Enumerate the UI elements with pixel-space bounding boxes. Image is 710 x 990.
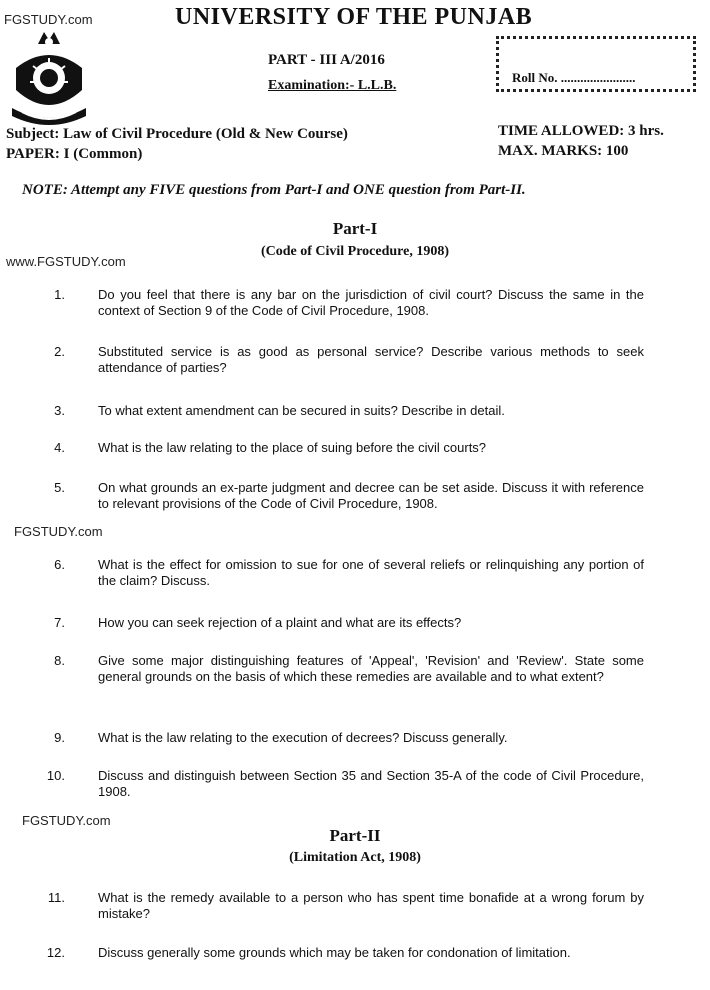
part-1-subtitle: (Code of Civil Procedure, 1908) [260, 244, 450, 259]
question-text: Discuss and distinguish between Section 35 and Section 35-A of the code of Civil Procedure, 1908. [98, 768, 644, 799]
paper-line: PAPER: I (Common) [6, 146, 143, 162]
watermark-mid-1: www.FGSTUDY.com [6, 254, 126, 269]
university-name: UNIVERSITY OF THE PUNJAB [175, 4, 533, 30]
question-number: 3. [54, 403, 65, 418]
question-number: 2. [54, 344, 65, 359]
part-line: PART - III A/2016 [268, 52, 385, 68]
question-text: Give some major distinguishing features of 'Appeal', 'Revision' and 'Review'. State some general grounds on the basis of which these remedies are available and to what extent? [98, 653, 644, 684]
question-number: 12. [46, 945, 65, 960]
question-text: What is the law relating to the execution of decrees? Discuss generally. [98, 730, 508, 745]
watermark-bottom: FGSTUDY.com [22, 813, 111, 828]
question-number: 1. [54, 287, 65, 302]
university-crest-icon [8, 28, 90, 126]
time-allowed: TIME ALLOWED: 3 hrs. [498, 123, 664, 139]
question-number: 9. [54, 730, 65, 745]
part-2-subtitle: (Limitation Act, 1908) [289, 850, 421, 865]
examination-line: Examination:- L.L.B. [268, 78, 397, 93]
question-number: 10. [46, 768, 65, 783]
question-number: 7. [54, 615, 65, 630]
question-text: To what extent amendment can be secured in suits? Describe in detail. [98, 403, 505, 418]
question-text: Discuss generally some grounds which may be taken for condonation of limitation. [98, 945, 571, 960]
instruction-note: NOTE: Attempt any FIVE questions from Part-I and ONE question from Part-II. [22, 182, 526, 198]
watermark-mid-2: FGSTUDY.com [14, 524, 103, 539]
watermark-top: FGSTUDY.com [4, 12, 93, 27]
question-number: 11. [47, 890, 65, 905]
question-text: What is the effect for omission to sue for one of several reliefs or relinquishing any portion of the claim? Discuss. [98, 557, 644, 588]
question-text: What is the remedy available to a person who has spent time bonafide at a wrong forum by mistake? [98, 890, 644, 921]
question-text: How you can seek rejection of a plaint and what are its effects? [98, 615, 462, 630]
question-number: 5. [54, 480, 65, 495]
part-2-title: Part-II [329, 826, 381, 845]
max-marks: MAX. MARKS: 100 [498, 143, 629, 159]
question-text: What is the law relating to the place of suing before the civil courts? [98, 440, 487, 455]
question-number: 6. [54, 557, 65, 572]
question-text: On what grounds an ex-parte judgment and decree can be set aside. Discuss it with reference to relevant provisions of the Code of Civil Procedure, 1908. [98, 480, 644, 511]
roll-number-label: Roll No. ....................... [512, 70, 636, 85]
part-1-title: Part-I [332, 219, 378, 238]
question-text: Do you feel that there is any bar on the jurisdiction of civil court? Discuss the same in the context of Section 9 of the Code of Civil Procedure, 1908. [98, 287, 644, 318]
question-number: 4. [54, 440, 65, 455]
question-number: 8. [54, 653, 65, 668]
subject-line: Subject: Law of Civil Procedure (Old & New Course) [6, 126, 348, 142]
question-text: Substituted service is as good as personal service? Describe various methods to seek attendance of parties? [98, 344, 644, 375]
